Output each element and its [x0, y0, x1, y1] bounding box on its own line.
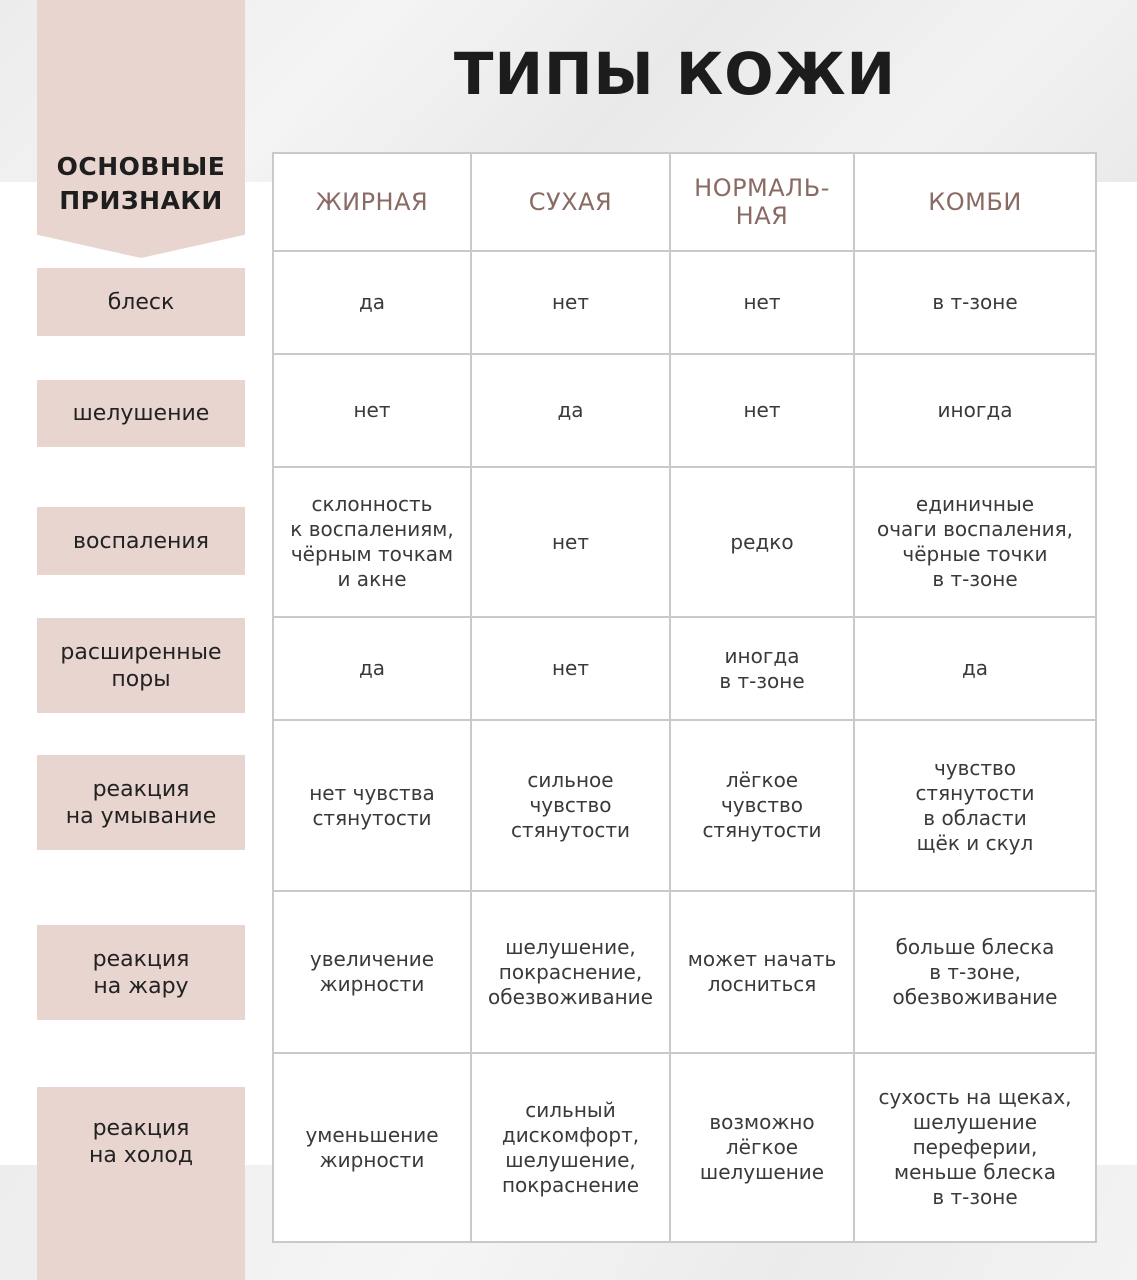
cell-line: нет: [743, 398, 781, 422]
row-label-text: [73, 528, 209, 555]
column-header-line: НОРМАЛЬ-: [694, 174, 830, 202]
banner-line: ПРИЗНАКИ: [59, 186, 223, 215]
column-header-line: НАЯ: [735, 202, 789, 230]
table-row: [273, 251, 1096, 354]
row-label-line: на жару: [93, 973, 189, 999]
cell-line: да: [557, 398, 584, 422]
cell-line: возможно: [709, 1110, 815, 1134]
cell-line: жирности: [319, 1147, 425, 1172]
table-cell-combi: [854, 617, 1096, 720]
cell-line: сухость на щеках,: [878, 1085, 1072, 1109]
row-label: [37, 1087, 245, 1280]
table-cell-combi: [854, 1053, 1096, 1242]
table-cell-normal: [670, 891, 854, 1053]
table-cell-oily: [273, 1053, 471, 1242]
row-label-line: поры: [111, 666, 171, 692]
table-row: [273, 617, 1096, 720]
cell-line: лосниться: [707, 972, 817, 996]
cell-line: чёрные точки: [902, 542, 1048, 566]
row-label-line: воспаления: [73, 528, 209, 554]
row-label-line: расширенные: [60, 639, 222, 665]
table-cell-oily: [273, 891, 471, 1053]
cell-line: и акне: [337, 567, 407, 591]
sidebar-banner: [37, 0, 245, 258]
cell-line: меньше блеска: [894, 1160, 1056, 1184]
table-cell-dry: [471, 251, 670, 354]
row-label-text: [89, 1115, 193, 1169]
column-header-oily: [273, 153, 471, 251]
header-row: [273, 153, 1096, 251]
column-header-normal: [670, 153, 854, 251]
cell-line: нет: [743, 290, 781, 314]
cell-line: жирности: [319, 972, 425, 996]
row-label-text: [108, 289, 175, 316]
table-row: [273, 467, 1096, 617]
table-row: [273, 1053, 1096, 1242]
row-label-line: на холод: [88, 1143, 194, 1168]
row-label-line: шелушение: [72, 401, 210, 426]
row-label-text: [66, 776, 217, 830]
table-cell-oily: [273, 720, 471, 891]
table-cell-normal: [670, 1053, 854, 1242]
cell-line: чувство: [720, 793, 804, 817]
row-label-line: реакция: [92, 946, 190, 972]
cell-line: обезвоживание: [488, 984, 653, 1009]
cell-line: стянутости: [312, 805, 432, 830]
cell-line: в т-зоне: [932, 567, 1018, 591]
cell-line: шелушение: [912, 1110, 1038, 1134]
cell-line: очаги воспаления,: [876, 517, 1074, 541]
row-label: [37, 755, 245, 850]
table-cell-oily: [273, 251, 471, 354]
row-label: [37, 268, 245, 336]
table-cell-dry: [471, 467, 670, 617]
cell-line: иногда: [724, 643, 800, 668]
row-label: [37, 618, 245, 713]
cell-line: лёгкое: [725, 768, 799, 792]
cell-line: да: [961, 656, 989, 680]
cell-line: сильное: [527, 768, 614, 792]
row-label-line: реакция: [92, 1116, 190, 1141]
cell-line: чёрным точкам: [290, 542, 454, 566]
table-cell-combi: [854, 354, 1096, 467]
cell-line: нет: [353, 398, 391, 422]
row-label-line: на умывание: [65, 803, 217, 829]
column-header-line: ЖИРНАЯ: [315, 188, 429, 216]
cell-line: да: [358, 656, 386, 680]
table-cell-dry: [471, 617, 670, 720]
cell-line: обезвоживание: [892, 984, 1058, 1009]
cell-line: в т-зоне: [719, 668, 805, 693]
table-cell-combi: [854, 891, 1096, 1053]
cell-line: нет чувства: [309, 780, 435, 805]
table-cell-oily: [273, 467, 471, 617]
cell-line: щёк и скул: [916, 830, 1034, 855]
row-label-text: [93, 946, 190, 1000]
table-row: [273, 891, 1096, 1053]
row-label-text: [60, 639, 221, 693]
table-cell-dry: [471, 891, 670, 1053]
table-cell-oily: [273, 617, 471, 720]
cell-line: в т-зоне: [932, 1185, 1018, 1209]
cell-line: может начать: [687, 947, 837, 971]
row-label: [37, 380, 245, 447]
table-cell-normal: [670, 251, 854, 354]
cell-line: шелушение,: [505, 1147, 636, 1172]
cell-line: шелушение,: [505, 934, 636, 959]
table-cell-dry: [471, 354, 670, 467]
banner-line: ОСНОВНЫЕ: [56, 152, 226, 181]
table-cell-normal: [670, 617, 854, 720]
cell-line: нет: [551, 529, 590, 554]
cell-line: покраснение: [501, 1172, 640, 1197]
column-header-line: КОМБИ: [928, 188, 1022, 216]
row-label-text: [73, 400, 210, 427]
cell-line: увеличение: [309, 947, 435, 971]
cell-line: в т-зоне,: [929, 959, 1021, 984]
cell-line: склонность: [311, 492, 433, 516]
cell-line: стянутости: [915, 780, 1035, 805]
table-cell-normal: [670, 467, 854, 617]
skin-types-table: [272, 152, 1097, 1243]
cell-line: иногда: [937, 398, 1013, 422]
cell-line: нет: [551, 656, 590, 680]
cell-line: да: [358, 290, 386, 314]
cell-line: стянутости: [510, 818, 631, 842]
column-header-line: СУХАЯ: [528, 188, 613, 216]
cell-line: покраснение,: [498, 959, 643, 984]
column-header-combi: [854, 153, 1096, 251]
row-label: [37, 925, 245, 1020]
cell-line: дискомфорт,: [501, 1122, 640, 1147]
table-cell-dry: [471, 1053, 670, 1242]
cell-line: шелушение: [699, 1160, 825, 1184]
row-label: [37, 507, 245, 575]
cell-line: уменьшение: [305, 1122, 439, 1147]
row-label-line: реакция: [92, 776, 190, 802]
cell-line: редко: [730, 529, 794, 554]
cell-line: чувство: [529, 793, 612, 817]
cell-line: сильный: [525, 1097, 616, 1122]
table-cell-combi: [854, 467, 1096, 617]
table-cell-dry: [471, 720, 670, 891]
cell-line: стянутости: [702, 818, 822, 842]
cell-line: в т-зоне: [932, 290, 1018, 314]
cell-line: к воспалениям,: [290, 517, 454, 541]
page-title: ТИПЫ КОЖИ: [453, 40, 897, 108]
table-cell-oily: [273, 354, 471, 467]
cell-line: единичные: [915, 492, 1035, 516]
sidebar-banner-title: [37, 150, 245, 218]
table-row: [273, 354, 1096, 467]
table-cell-normal: [670, 720, 854, 891]
cell-line: больше блеска: [895, 934, 1055, 959]
cell-line: нет: [551, 290, 590, 314]
cell-line: переферии,: [912, 1135, 1038, 1159]
table-cell-combi: [854, 251, 1096, 354]
column-header-dry: [471, 153, 670, 251]
cell-line: в области: [923, 805, 1027, 830]
table-cell-combi: [854, 720, 1096, 891]
cell-line: лёгкое: [725, 1135, 799, 1159]
row-label-line: блеск: [107, 289, 175, 315]
table-row: [273, 720, 1096, 891]
table-cell-normal: [670, 354, 854, 467]
cell-line: чувство: [933, 755, 1017, 780]
